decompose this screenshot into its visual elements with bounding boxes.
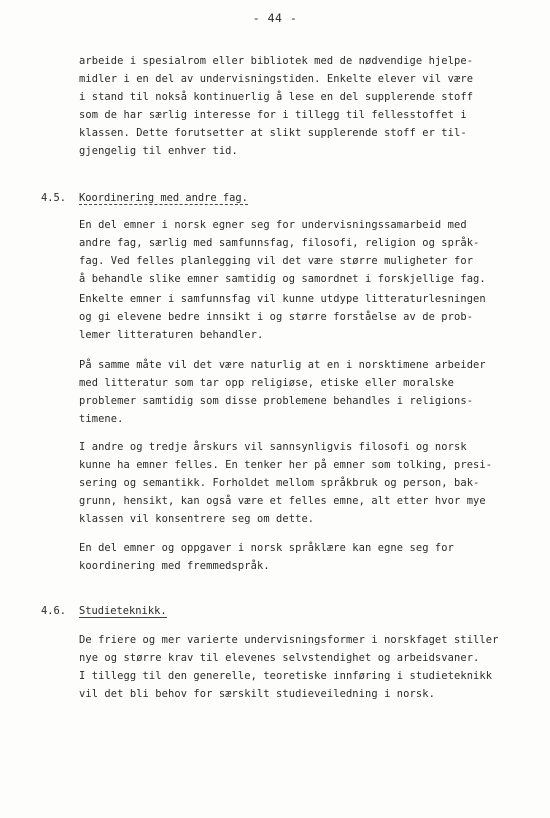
- section-paragraph: [79, 216, 541, 288]
- text-line: midler i en del av undervisningstiden. Enkelte elever vil være: [79, 73, 474, 85]
- text-line: som de har særlig interesse for i tillegg til fellesstoffet i: [79, 109, 467, 121]
- text-line: I tillegg til den generelle, teoretiske innføring i studieteknikk: [79, 670, 493, 682]
- section-number: 4.5.: [41, 192, 67, 204]
- text-line: En del emner i norsk egner seg for undervisningssamarbeid med: [79, 219, 467, 231]
- section-number: 4.6.: [41, 605, 67, 617]
- text-line: og gi elevene bedre innsikt i og større forståelse av de prob-: [79, 311, 474, 323]
- section-paragraph: [79, 290, 541, 344]
- text-line: fag. Ved felles planlegging vil det være større muligheter for: [79, 255, 474, 267]
- text-line: kunne ha emner felles. En tenker her på emner som tolking, presi-: [79, 459, 493, 471]
- section-paragraph: [79, 539, 541, 575]
- text-line: problemer samtidig som disse problemene behandles i religions-: [79, 395, 474, 407]
- section-paragraph: [79, 631, 541, 703]
- text-line: arbeide i spesialrom eller bibliotek med de nødvendige hjelpe-: [79, 55, 474, 67]
- section-heading: [79, 189, 248, 207]
- section-paragraph: [79, 438, 541, 528]
- text-line: koordinering med fremmedspråk.: [79, 560, 270, 572]
- text-line: nye og større krav til elevenes selvstendighet og arbeidsvaner.: [79, 652, 480, 664]
- section-heading: [79, 602, 167, 620]
- text-line: sering og semantikk. Forholdet mellom språkbruk og person, bak-: [79, 477, 480, 489]
- intro-paragraph: [79, 52, 541, 160]
- section-title: Koordinering med andre fag.: [79, 192, 248, 204]
- text-line: å behandle slike emner samtidig og samordnet i forskjellige fag.: [79, 273, 486, 285]
- text-line: andre fag, særlig med samfunnsfag, filosofi, religion og språk-: [79, 237, 480, 249]
- section-paragraph: [79, 356, 541, 428]
- text-line: gjengelig til enhver tid.: [79, 145, 238, 157]
- text-line: lemer litteraturen behandler.: [79, 329, 264, 341]
- text-line: i stand til nokså kontinuerlig å lese en del supplerende stoff: [79, 91, 474, 103]
- page-number: - 44 -: [252, 11, 298, 25]
- text-line: Enkelte emner i samfunnsfag vil kunne utdype litteraturlesningen: [79, 293, 486, 305]
- text-line: I andre og tredje årskurs vil sannsynligvis filosofi og norsk: [79, 441, 467, 453]
- text-line: klassen vil konsentrere seg om dette.: [79, 513, 315, 525]
- text-line: timene.: [79, 413, 124, 425]
- text-line: vil det bli behov for særskilt studieveiledning i norsk.: [79, 688, 435, 700]
- section-title: Studieteknikk.: [79, 605, 167, 617]
- text-line: En del emner og oppgaver i norsk språklære kan egne seg for: [79, 542, 454, 554]
- text-line: med litteratur som tar opp religiøse, etiske eller moralske: [79, 377, 454, 389]
- text-line: De friere og mer varierte undervisningsformer i norskfaget stiller: [79, 634, 499, 646]
- text-line: grunn, hensikt, kan også være et felles emne, alt etter hvor mye: [79, 495, 486, 507]
- text-line: På samme måte vil det være naturlig at en i norsktimene arbeider: [79, 359, 486, 371]
- text-line: klassen. Dette forutsetter at slikt supplerende stoff er til-: [79, 127, 467, 139]
